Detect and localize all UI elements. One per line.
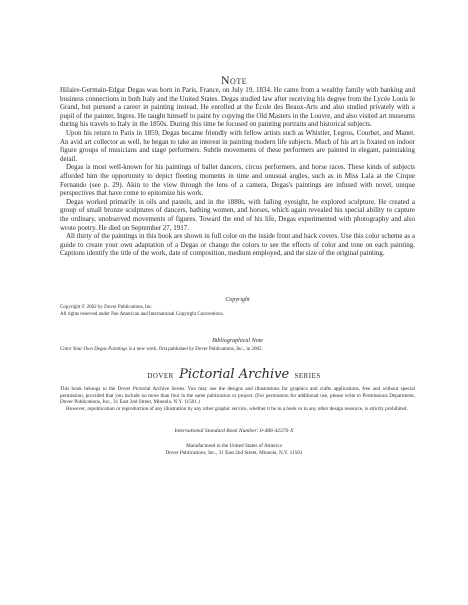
bibliographical-rest: is a new work, first published by Dover Publications, Inc., in 2002.	[127, 347, 263, 352]
manufactured-line: Manufactured in the United States of America	[186, 443, 282, 449]
series-suffix: SERIES	[294, 372, 321, 380]
series-logo	[0, 367, 468, 382]
note-paragraph: Degas worked primarily in oils and pastels, and in the 1880s, with failing eyesight, he explored sculpture. He created a group of small bronze sculptures of dancers, bathing women, and horses, which again revealed his special ability to capture the ordinary, unobserved movements of figures. Toward the end of his life, Degas experimented with photography and also wrote poetry. He died on September 27, 1917.	[60, 197, 415, 232]
note-paragraph: All thirty of the paintings in this book are shown in full color on the inside front and back covers. Use this color scheme as a guide to create your own adaptation of a Degas or change the colors to see the effects of color and tone on each painting. Captions identify the title of the work, date of composition, medium employed, and the size of the original painting.	[60, 232, 415, 258]
copyright-heading: Copyright	[225, 297, 250, 303]
publisher-address: Dover Publications, Inc., 31 East 2nd Street, Mineola, N.Y. 11501	[165, 449, 303, 456]
note-paragraph: Degas is most well-known for his paintings of ballet dancers, circus performers, and horse races. These kinds of subjects afforded him the opportunity to depict fleeting moments in time and unusual angles, such as in Miss Lala at the Cirque Fernando (see p. 29). Akin to the view through the lens of a camera, Degas's paintings are infused with novel, unique perspectives that have come to epitomize his work.	[60, 163, 415, 198]
note-paragraph: Upon his return to Paris in 1859, Degas became friendly with fellow artists such as Whistler, Legros, Courbet, and Manet. An avid art collector as well, he began to take an interest in painting modern life subjects. Much of his art is fixated on indoor figure groups of musicians and stage performers. Subtle movements of these performers are painted in elegant, painstaking detail.	[60, 128, 415, 163]
series-paragraph: This book belongs to the Dover Pictorial Archive Series. You may use the designs and illustrations for graphics and crafts applications, free and without special permission, provided that you include no more than four in the same publication or project. (For permission for additional use, please write to Permissions Department, Dover Publications, Inc., 31 East 2nd Street, Mineola, N.Y. 11501.)	[60, 386, 415, 406]
manufacturing-block	[0, 443, 468, 456]
book-title: Color Your Own Degas Paintings	[60, 347, 128, 352]
bibliographical-text	[60, 347, 415, 354]
note-body	[60, 86, 415, 258]
note-title: Note	[220, 73, 248, 87]
copyright-line: Copyright © 2002 by Dover Publications, Inc.	[60, 305, 153, 310]
bibliographical-heading: Bibliographical Note	[212, 338, 263, 344]
isbn: International Standard Book Number: 0-486-42376-X	[174, 428, 294, 434]
copyright-block	[60, 305, 415, 318]
series-text	[60, 386, 415, 412]
series-paragraph: However, republication or reproduction of any illustration by any other graphic service, whether it be in a book or in any other design resource, is strictly prohibited.	[66, 405, 408, 412]
series-prefix: DOVER	[147, 372, 174, 380]
rights-line: All rights reserved under Pan American and International Copyright Conventions.	[60, 311, 224, 317]
note-paragraph: Hilaire-Germain-Edgar Degas was born in Paris, France, on July 19, 1834. He came from a wealthy family with banking and business connections in both Italy and the United States. Degas studied law after receiving his degree from the Lycée Louis le Grand, but pursued a career in painting instead. He enrolled at the École des Beaux-Arts and also studied privately with a pupil of the painter, Ingres. He taught himself to paint by copying the Old Masters in the Louvre, and also visited art museums during his travels to Italy in the 1850s. During this time he focused on painting portraits and historical subjects.	[60, 86, 415, 129]
series-script-name: Pictorial Archive	[179, 367, 290, 382]
